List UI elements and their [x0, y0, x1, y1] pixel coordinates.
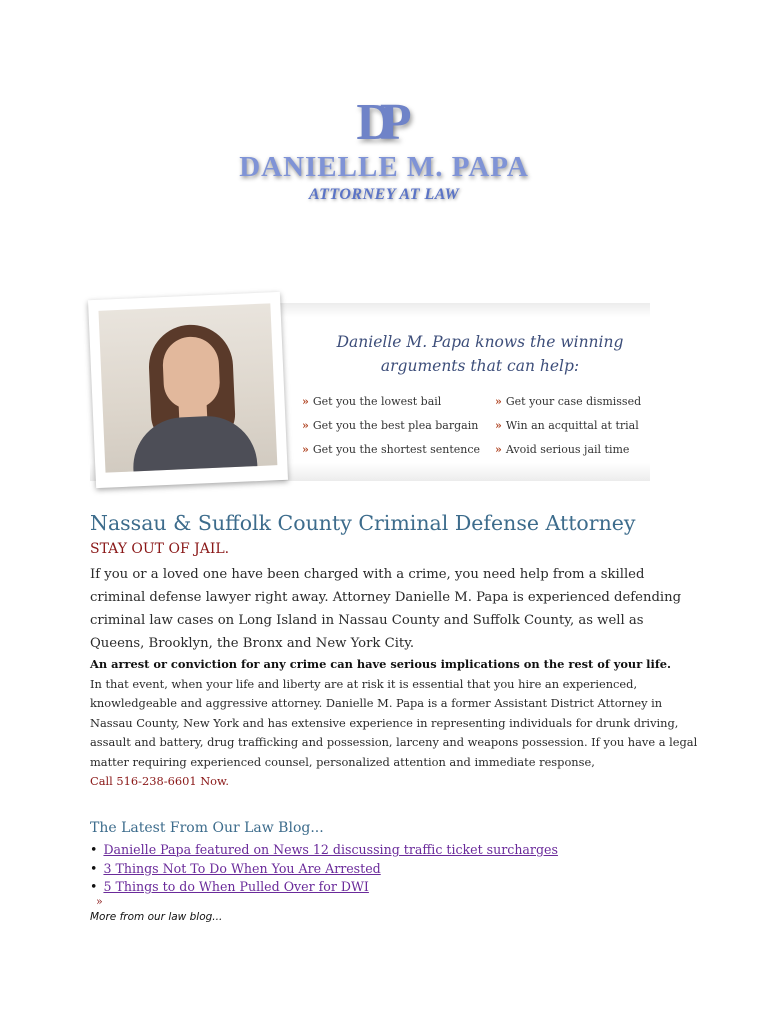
bullet-text: Get your case dismissed: [505, 395, 642, 408]
banner-bullet: [302, 438, 480, 462]
banner-bullet: [302, 390, 480, 414]
banner-bullets-right: [495, 390, 641, 462]
list-item: [90, 841, 558, 860]
logo-name: DANIELLE M. PAPA: [239, 151, 529, 183]
bullet-text: Get you the shortest sentence: [312, 443, 481, 456]
bullet-arrow-icon: »: [302, 419, 309, 432]
page-title: Nassau & Suffolk County Criminal Defense Attorney: [90, 511, 636, 535]
bullet-dot-icon: •: [90, 842, 98, 857]
call-now-link[interactable]: Call 516-238-6601 Now.: [90, 774, 230, 788]
details-paragraph: In that event, when your life and liberty are at risk it is essential that you hire an experienced, knowledgeable and aggressive attorney. Danielle M. Papa is a former Assistant District Attorney in Nassau County, New York and has extensive experience in representing individuals for drunk driving, assault and battery, drug trafficking and possession, larceny and weapons possession. If you have a legal matter requiring experienced counsel, personalized attention and immediate response,: [90, 676, 698, 769]
bullet-text: Avoid serious jail time: [505, 443, 630, 456]
bullet-text: Get you the best plea bargain: [312, 419, 479, 432]
bullet-text: Get you the lowest bail: [312, 395, 442, 408]
more-arrow-icon[interactable]: »: [96, 895, 103, 908]
blog-post-link[interactable]: Danielle Papa featured on News 12 discussing traffic ticket surcharges: [103, 842, 558, 857]
blog-post-list: [90, 841, 558, 897]
banner-bullet: [495, 438, 641, 462]
banner-bullets-left: [302, 390, 480, 462]
bullet-dot-icon: •: [90, 879, 98, 894]
more-blog-link[interactable]: More from our law blog...: [90, 911, 223, 923]
bullet-arrow-icon: »: [302, 395, 309, 408]
banner-tagline: [330, 330, 630, 378]
stay-out-of-jail: STAY OUT OF JAIL.: [90, 541, 230, 557]
blog-post-link[interactable]: 3 Things Not To Do When You Are Arrested: [103, 860, 381, 876]
tagline-line-1: Danielle M. Papa knows the winning: [336, 333, 624, 351]
bullet-arrow-icon: »: [495, 395, 502, 408]
details-block: [90, 655, 700, 792]
banner-bullet: [495, 414, 641, 438]
tagline-line-2: arguments that can help:: [380, 357, 580, 375]
bullet-text: Win an acquittal at trial: [505, 419, 639, 432]
attorney-photo: [98, 303, 277, 472]
logo-monogram: DP: [356, 94, 398, 151]
site-logo[interactable]: [0, 95, 768, 204]
attorney-photo-frame: [88, 292, 288, 488]
bullet-arrow-icon: »: [495, 443, 502, 456]
list-item: [90, 860, 558, 879]
list-item: [90, 878, 558, 897]
blog-post-link[interactable]: 5 Things to do When Pulled Over for DWI: [103, 879, 369, 894]
bullet-arrow-icon: »: [302, 443, 309, 456]
blog-heading: The Latest From Our Law Blog...: [90, 820, 324, 836]
logo-subtitle: ATTORNEY AT LAW: [308, 186, 460, 203]
bullet-arrow-icon: »: [495, 419, 502, 432]
bold-statement: An arrest or conviction for any crime can have serious implications on the rest of your life.: [90, 657, 671, 671]
bullet-dot-icon: •: [90, 860, 98, 876]
intro-paragraph: If you or a loved one have been charged with a crime, you need help from a skilled criminal defense lawyer right away. Attorney Danielle M. Papa is experienced defending criminal law cases on Long Island in Nassau County and Suffolk County, as well as Queens, Brooklyn, the Bronx and New York City.: [90, 567, 682, 651]
banner-bullet: [302, 414, 480, 438]
banner-bullet: [495, 390, 641, 414]
